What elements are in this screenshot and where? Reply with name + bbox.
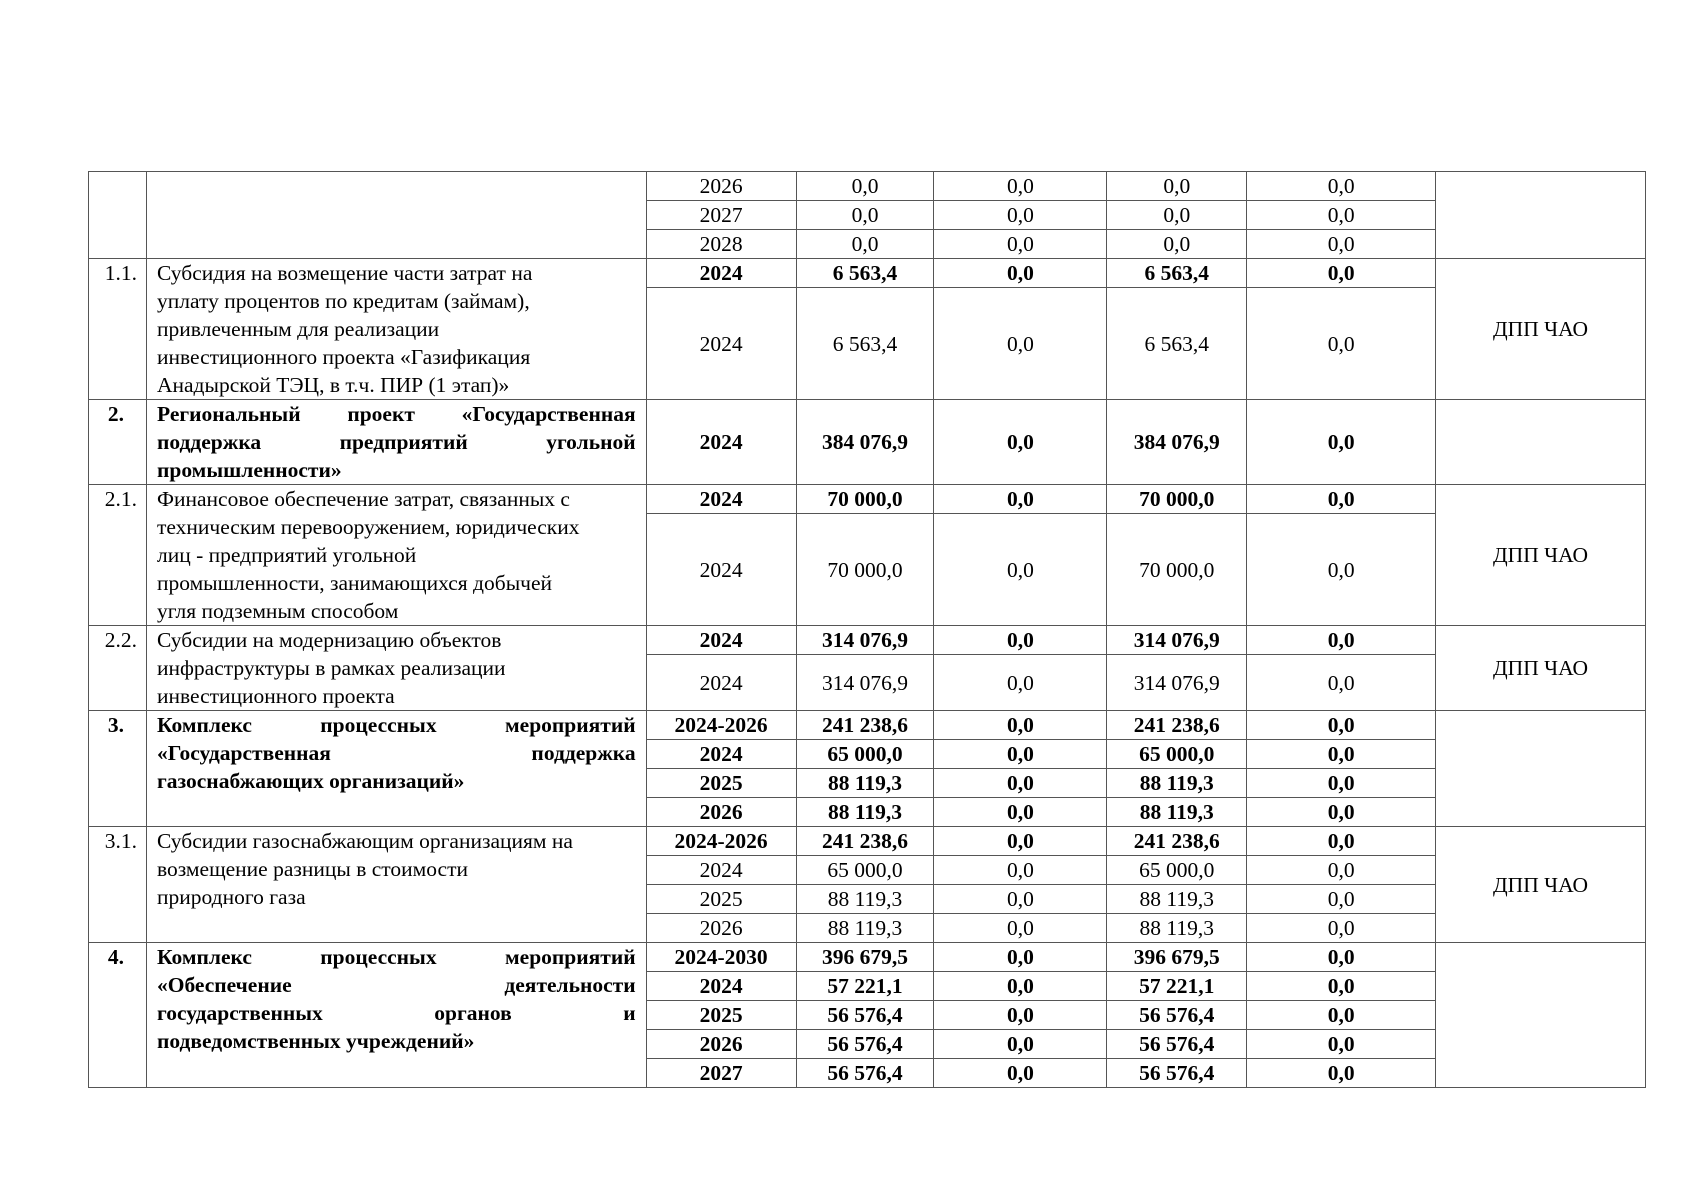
federal-cell: 0,0 bbox=[934, 798, 1107, 827]
regional-cell: 88 119,3 bbox=[1107, 798, 1247, 827]
regional-cell: 88 119,3 bbox=[1107, 769, 1247, 798]
row-description bbox=[146, 400, 646, 485]
other-cell: 0,0 bbox=[1247, 711, 1436, 740]
description-line: Субсидии на модернизацию объектов bbox=[156, 628, 502, 652]
description-line: Анадырской ТЭЦ, в т.ч. ПИР (1 этап)» bbox=[156, 373, 510, 397]
row-number: 2. bbox=[89, 400, 147, 485]
federal-cell: 0,0 bbox=[934, 740, 1107, 769]
description-line: инвестиционного проекта bbox=[156, 684, 395, 708]
year-cell: 2024 bbox=[646, 259, 796, 288]
description-line: Субсидии газоснабжающим организациям на bbox=[156, 829, 573, 853]
regional-cell: 56 576,4 bbox=[1107, 1030, 1247, 1059]
total-cell: 6 563,4 bbox=[796, 288, 934, 400]
total-cell: 88 119,3 bbox=[796, 885, 934, 914]
federal-cell: 0,0 bbox=[934, 972, 1107, 1001]
other-cell: 0,0 bbox=[1247, 740, 1436, 769]
description-line: природного газа bbox=[156, 885, 306, 909]
description-line: «Обеспечение деятельности bbox=[156, 973, 636, 997]
row-description bbox=[146, 711, 646, 827]
row-description bbox=[146, 626, 646, 711]
total-cell: 70 000,0 bbox=[796, 485, 934, 514]
other-cell: 0,0 bbox=[1247, 798, 1436, 827]
regional-cell: 88 119,3 bbox=[1107, 914, 1247, 943]
row-number: 2.1. bbox=[89, 485, 147, 626]
regional-cell: 6 563,4 bbox=[1107, 259, 1247, 288]
row-number: 4. bbox=[89, 943, 147, 1088]
total-cell: 314 076,9 bbox=[796, 655, 934, 711]
regional-cell: 314 076,9 bbox=[1107, 655, 1247, 711]
executor-cell: ДПП ЧАО bbox=[1436, 827, 1646, 943]
other-cell: 0,0 bbox=[1247, 201, 1436, 230]
description-line: привлеченным для реализации bbox=[156, 317, 440, 341]
budget-table bbox=[88, 171, 1646, 1088]
year-cell: 2024 bbox=[646, 485, 796, 514]
other-cell: 0,0 bbox=[1247, 769, 1436, 798]
row-number: 2.2. bbox=[89, 626, 147, 711]
row-number bbox=[89, 172, 147, 259]
year-cell: 2024 bbox=[646, 400, 796, 485]
description-line: Комплекс процессных мероприятий bbox=[156, 713, 636, 737]
total-cell: 88 119,3 bbox=[796, 914, 934, 943]
year-cell: 2025 bbox=[646, 885, 796, 914]
federal-cell: 0,0 bbox=[934, 856, 1107, 885]
year-cell: 2026 bbox=[646, 172, 796, 201]
description-line: техническим перевооружением, юридических bbox=[156, 515, 580, 539]
table-row bbox=[89, 485, 1646, 514]
executor-cell bbox=[1436, 172, 1646, 259]
year-cell: 2028 bbox=[646, 230, 796, 259]
other-cell: 0,0 bbox=[1247, 655, 1436, 711]
total-cell: 70 000,0 bbox=[796, 514, 934, 626]
other-cell: 0,0 bbox=[1247, 943, 1436, 972]
table-row bbox=[89, 172, 1646, 201]
federal-cell: 0,0 bbox=[934, 1001, 1107, 1030]
year-cell: 2024 bbox=[646, 288, 796, 400]
description-line: «Государственная поддержка bbox=[156, 741, 636, 765]
description-line: возмещение разницы в стоимости bbox=[156, 857, 468, 881]
executor-cell: ДПП ЧАО bbox=[1436, 259, 1646, 400]
description-line: Комплекс процессных мероприятий bbox=[156, 945, 636, 969]
other-cell: 0,0 bbox=[1247, 626, 1436, 655]
year-cell: 2024 bbox=[646, 856, 796, 885]
total-cell: 88 119,3 bbox=[796, 798, 934, 827]
description-line: инвестиционного проекта «Газификация bbox=[156, 345, 531, 369]
year-cell: 2026 bbox=[646, 1030, 796, 1059]
table-row bbox=[89, 259, 1646, 288]
federal-cell: 0,0 bbox=[934, 288, 1107, 400]
regional-cell: 57 221,1 bbox=[1107, 972, 1247, 1001]
row-description bbox=[146, 259, 646, 400]
year-cell: 2025 bbox=[646, 1001, 796, 1030]
description-line: Субсидия на возмещение части затрат на bbox=[156, 261, 533, 285]
regional-cell: 314 076,9 bbox=[1107, 626, 1247, 655]
total-cell: 396 679,5 bbox=[796, 943, 934, 972]
total-cell: 88 119,3 bbox=[796, 769, 934, 798]
description-line: поддержка предприятий угольной bbox=[156, 430, 636, 454]
federal-cell: 0,0 bbox=[934, 943, 1107, 972]
table-row bbox=[89, 711, 1646, 740]
row-description bbox=[146, 827, 646, 943]
table-row bbox=[89, 626, 1646, 655]
regional-cell: 0,0 bbox=[1107, 230, 1247, 259]
total-cell: 65 000,0 bbox=[796, 856, 934, 885]
federal-cell: 0,0 bbox=[934, 711, 1107, 740]
total-cell: 65 000,0 bbox=[796, 740, 934, 769]
other-cell: 0,0 bbox=[1247, 400, 1436, 485]
description-line: промышленности, занимающихся добычей bbox=[156, 571, 552, 595]
federal-cell: 0,0 bbox=[934, 400, 1107, 485]
year-cell: 2024 bbox=[646, 740, 796, 769]
federal-cell: 0,0 bbox=[934, 172, 1107, 201]
description-line: лиц - предприятий угольной bbox=[156, 543, 417, 567]
total-cell: 0,0 bbox=[796, 230, 934, 259]
other-cell: 0,0 bbox=[1247, 1059, 1436, 1088]
other-cell: 0,0 bbox=[1247, 172, 1436, 201]
regional-cell: 241 238,6 bbox=[1107, 711, 1247, 740]
row-number: 3. bbox=[89, 711, 147, 827]
regional-cell: 88 119,3 bbox=[1107, 885, 1247, 914]
federal-cell: 0,0 bbox=[934, 626, 1107, 655]
year-cell: 2024 bbox=[646, 626, 796, 655]
row-description bbox=[146, 485, 646, 626]
description-line: государственных органов и bbox=[156, 1001, 636, 1025]
federal-cell: 0,0 bbox=[934, 827, 1107, 856]
other-cell: 0,0 bbox=[1247, 514, 1436, 626]
document-page bbox=[88, 171, 1646, 1088]
other-cell: 0,0 bbox=[1247, 230, 1436, 259]
executor-cell: ДПП ЧАО bbox=[1436, 626, 1646, 711]
total-cell: 0,0 bbox=[796, 172, 934, 201]
total-cell: 0,0 bbox=[796, 201, 934, 230]
other-cell: 0,0 bbox=[1247, 914, 1436, 943]
total-cell: 56 576,4 bbox=[796, 1059, 934, 1088]
total-cell: 314 076,9 bbox=[796, 626, 934, 655]
total-cell: 241 238,6 bbox=[796, 711, 934, 740]
regional-cell: 6 563,4 bbox=[1107, 288, 1247, 400]
regional-cell: 384 076,9 bbox=[1107, 400, 1247, 485]
other-cell: 0,0 bbox=[1247, 1030, 1436, 1059]
regional-cell: 0,0 bbox=[1107, 172, 1247, 201]
regional-cell: 56 576,4 bbox=[1107, 1059, 1247, 1088]
other-cell: 0,0 bbox=[1247, 288, 1436, 400]
other-cell: 0,0 bbox=[1247, 259, 1436, 288]
federal-cell: 0,0 bbox=[934, 259, 1107, 288]
regional-cell: 70 000,0 bbox=[1107, 485, 1247, 514]
total-cell: 241 238,6 bbox=[796, 827, 934, 856]
federal-cell: 0,0 bbox=[934, 1059, 1107, 1088]
description-line: газоснабжающих организаций» bbox=[156, 769, 465, 793]
year-cell: 2026 bbox=[646, 798, 796, 827]
description-line: инфраструктуры в рамках реализации bbox=[156, 656, 506, 680]
other-cell: 0,0 bbox=[1247, 827, 1436, 856]
year-cell: 2026 bbox=[646, 914, 796, 943]
year-cell: 2024-2026 bbox=[646, 711, 796, 740]
other-cell: 0,0 bbox=[1247, 485, 1436, 514]
executor-cell: ДПП ЧАО bbox=[1436, 485, 1646, 626]
federal-cell: 0,0 bbox=[934, 655, 1107, 711]
description-line: Региональный проект «Государственная bbox=[156, 402, 636, 426]
federal-cell: 0,0 bbox=[934, 514, 1107, 626]
year-cell: 2024 bbox=[646, 972, 796, 1001]
year-cell: 2027 bbox=[646, 1059, 796, 1088]
table-row bbox=[89, 400, 1646, 485]
federal-cell: 0,0 bbox=[934, 769, 1107, 798]
total-cell: 56 576,4 bbox=[796, 1030, 934, 1059]
regional-cell: 70 000,0 bbox=[1107, 514, 1247, 626]
description-line: промышленности» bbox=[156, 458, 342, 482]
regional-cell: 65 000,0 bbox=[1107, 856, 1247, 885]
table-row bbox=[89, 827, 1646, 856]
row-number: 1.1. bbox=[89, 259, 147, 400]
total-cell: 56 576,4 bbox=[796, 1001, 934, 1030]
regional-cell: 241 238,6 bbox=[1107, 827, 1247, 856]
row-number: 3.1. bbox=[89, 827, 147, 943]
row-description bbox=[146, 943, 646, 1088]
other-cell: 0,0 bbox=[1247, 856, 1436, 885]
federal-cell: 0,0 bbox=[934, 914, 1107, 943]
other-cell: 0,0 bbox=[1247, 972, 1436, 1001]
year-cell: 2024 bbox=[646, 514, 796, 626]
description-line: уплату процентов по кредитам (займам), bbox=[156, 289, 530, 313]
executor-cell bbox=[1436, 711, 1646, 827]
executor-cell bbox=[1436, 400, 1646, 485]
regional-cell: 0,0 bbox=[1107, 201, 1247, 230]
year-cell: 2025 bbox=[646, 769, 796, 798]
year-cell: 2024 bbox=[646, 655, 796, 711]
year-cell: 2027 bbox=[646, 201, 796, 230]
row-description bbox=[146, 172, 646, 259]
year-cell: 2024-2026 bbox=[646, 827, 796, 856]
regional-cell: 56 576,4 bbox=[1107, 1001, 1247, 1030]
total-cell: 6 563,4 bbox=[796, 259, 934, 288]
other-cell: 0,0 bbox=[1247, 885, 1436, 914]
year-cell: 2024-2030 bbox=[646, 943, 796, 972]
description-line: Финансовое обеспечение затрат, связанных с bbox=[156, 487, 570, 511]
other-cell: 0,0 bbox=[1247, 1001, 1436, 1030]
total-cell: 384 076,9 bbox=[796, 400, 934, 485]
regional-cell: 65 000,0 bbox=[1107, 740, 1247, 769]
federal-cell: 0,0 bbox=[934, 1030, 1107, 1059]
description-line: подведомственных учреждений» bbox=[156, 1029, 475, 1053]
federal-cell: 0,0 bbox=[934, 485, 1107, 514]
total-cell: 57 221,1 bbox=[796, 972, 934, 1001]
description-line: угля подземным способом bbox=[156, 599, 399, 623]
executor-cell bbox=[1436, 943, 1646, 1088]
federal-cell: 0,0 bbox=[934, 201, 1107, 230]
regional-cell: 396 679,5 bbox=[1107, 943, 1247, 972]
federal-cell: 0,0 bbox=[934, 885, 1107, 914]
federal-cell: 0,0 bbox=[934, 230, 1107, 259]
table-row bbox=[89, 943, 1646, 972]
